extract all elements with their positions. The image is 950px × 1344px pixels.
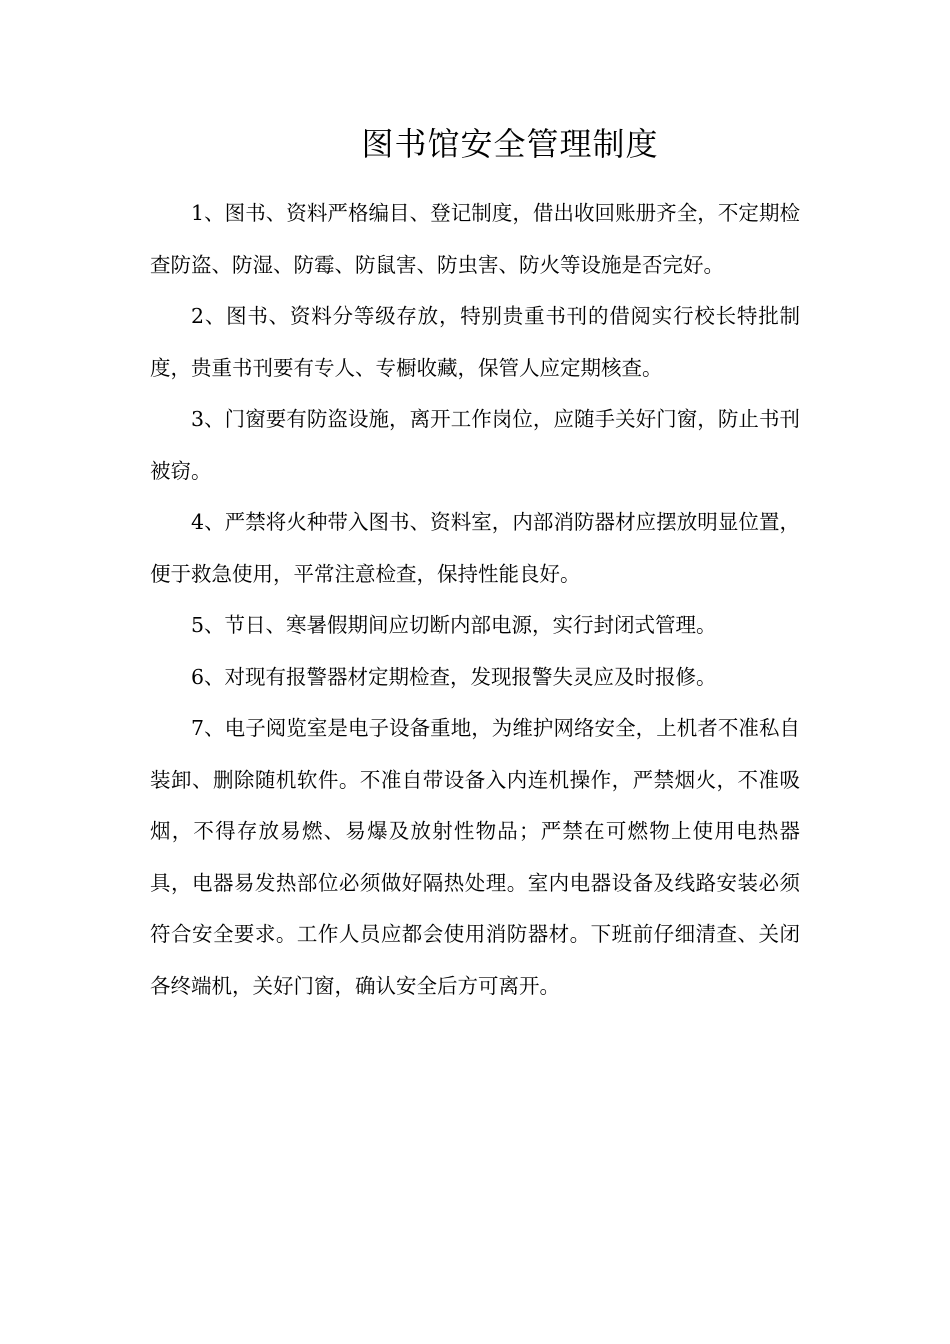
paragraph-2: 2、图书、资料分等级存放，特别贵重书刊的借阅实行校长特批制度，贵重书刊要有专人、专橱收藏，保管人应定期核查。 (150, 304, 800, 380)
document-body (150, 188, 800, 1012)
paragraph-7: 7、电子阅览室是电子设备重地，为维护网络安全，上机者不准私自装卸、删除随机软件。不准自带设备入内连机操作，严禁烟火，不准吸烟，不得存放易燃、易爆及放射性物品；严禁在可燃物上使用电热器具，电器易发热部位必须做好隔热处理。室内电器设备及线路安装必须符合安全要求。工作人员应都会使用消防器材。下班前仔细清查、关闭各终端机，关好门窗，确认安全后方可离开。 (150, 716, 800, 998)
document-title: 图书馆安全管理制度 (361, 125, 659, 163)
paragraph-3: 3、门窗要有防盗设施，离开工作岗位，应随手关好门窗，防止书刊被窃。 (150, 407, 800, 483)
paragraph-5: 5、节日、寒暑假期间应切断内部电源，实行封闭式管理。 (191, 613, 717, 637)
paragraph-4: 4、严禁将火种带入图书、资料室，内部消防器材应摆放明显位置，便于救急使用，平常注意检查，保持性能良好。 (150, 510, 800, 586)
paragraph-6: 6、对现有报警器材定期检查，发现报警失灵应及时报修。 (191, 664, 717, 689)
paragraph-1: 1、图书、资料严格编目、登记制度，借出收回账册齐全，不定期检查防盗、防湿、防霉、防鼠害、防虫害、防火等设施是否完好。 (150, 201, 800, 277)
